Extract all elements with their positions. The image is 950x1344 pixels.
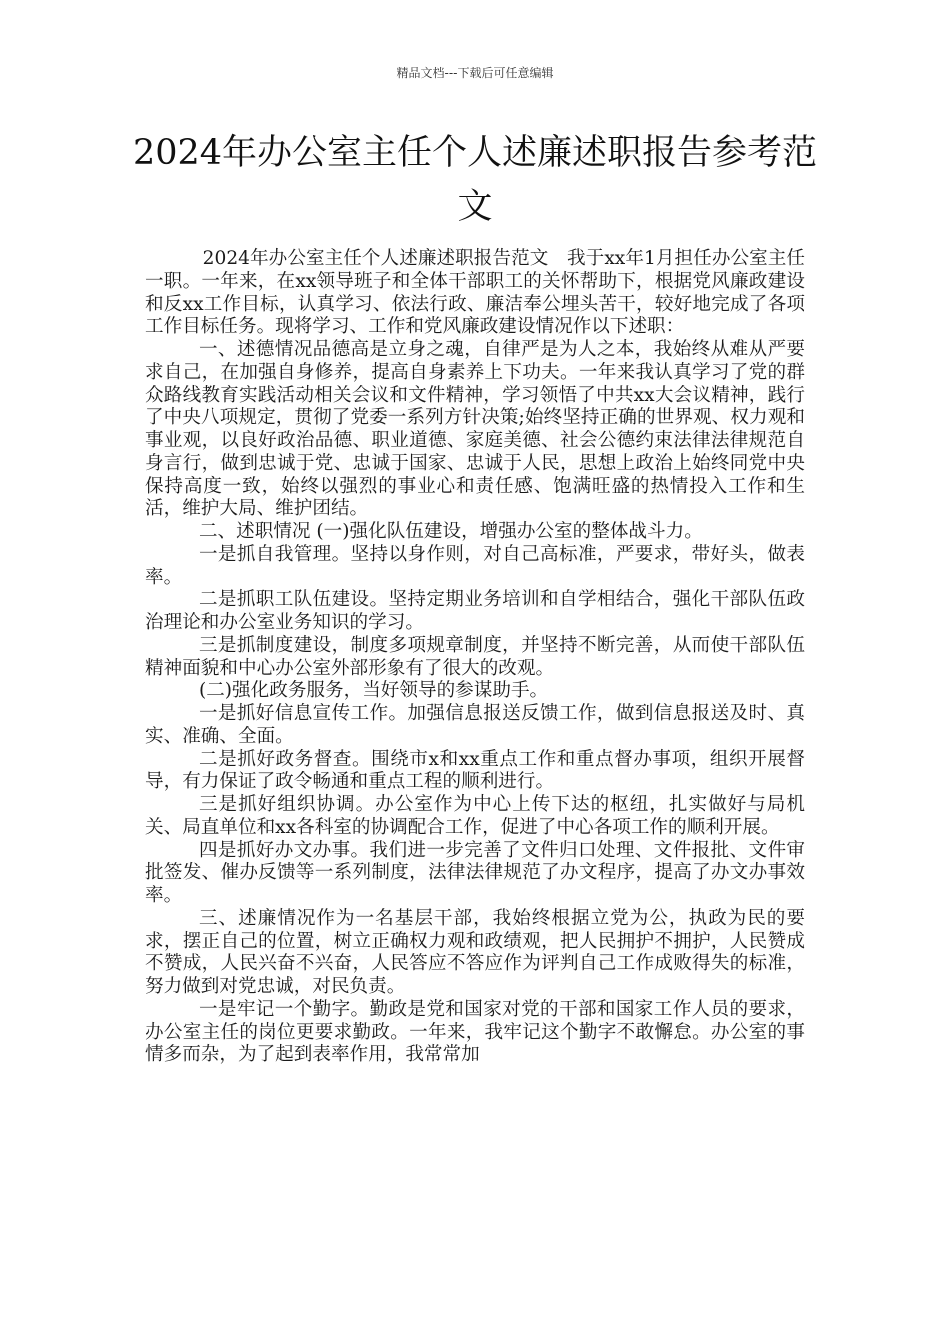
paragraph-service-heading: (二)强化政务服务，当好领导的参谋助手。	[198, 680, 549, 702]
paragraph-supervision: 二是抓好政务督查。围绕市x和xx重点工作和重点督办事项，组织开展督导，有力保证了政令畅通和重点工程的顺利进行。	[145, 748, 805, 793]
paragraph-diligence: 一是牢记一个勤字。勤政是党和国家对党的干部和国家工作人员的要求，办公室主任的岗位更要求勤政。一年来，我牢记这个勤字不敢懈怠。办公室的事情多而杂，为了起到表率作用，我常常加	[145, 998, 805, 1066]
paragraph-integrity: 三、述廉情况作为一名基层干部，我始终根据立党为公，执政为民的要求，摆正自己的位置，树立正确权力观和政绩观，把人民拥护不拥护，人民赞成不赞成，人民兴奋不兴奋，人民答应不答应作为评判自己工作成败得失的标准，努力做到对党忠诚，对民负责。	[145, 907, 805, 997]
paragraph-information: 一是抓好信息宣传工作。加强信息报送反馈工作，做到信息报送及时、真实、准确、全面。	[145, 703, 805, 747]
document-body	[145, 248, 805, 1067]
paragraph-document-handling: 四是抓好办文办事。我们进一步完善了文件归口处理、文件报批、文件审批签发、催办反馈等一系列制度，法律法律规范了办文程序，提高了办文办事效率。	[145, 839, 805, 906]
paragraph-self-management: 一是抓自我管理。坚持以身作则，对自己高标准，严要求，带好头，做表率。	[145, 543, 805, 588]
paragraph-staff-building: 二是抓职工队伍建设。坚持定期业务培训和自学相结合，强化干部队伍政治理论和办公室业务知识的学习。	[145, 589, 805, 633]
paragraph-duty-heading: 二、述职情况 (一)强化队伍建设，增强办公室的整体战斗力。	[198, 521, 703, 542]
paragraph-coordination: 三是抓好组织协调。办公室作为中心上传下达的枢纽，扎实做好与局机关、局直单位和xx各科室的协调配合工作，促进了中心各项工作的顺利开展。	[145, 794, 805, 838]
paragraph-moral-conduct: 一、述德情况品德高是立身之魂，自律严是为人之本，我始终从难从严要求自己，在加强自身修养，提高自身素养上下功夫。一年来我认真学习了党的群众路线教育实践活动相关会议和文件精神，学习领悟了中共xx大会议精神，践行了中央八项规定，贯彻了党委一系列方针决策;始终坚持正确的世界观、权力观和事业观，以良好政治品德、职业道德、家庭美德、社会公德约束法律法律规范自身言行，做到忠诚于党、忠诚于国家、忠诚于人民，思想上政治上始终同党中央保持高度一致，始终以强烈的事业心和责任感、饱满旺盛的热情投入工作和生活，维护大局、维护团结。	[145, 339, 805, 520]
page-header-note: 精品文档---下载后可任意编辑	[396, 66, 554, 80]
document-title: 2024年办公室主任个人述廉述职报告参考范文	[132, 133, 818, 227]
paragraph-system-building: 三是抓制度建设，制度多项规章制度，并坚持不断完善，从而使干部队伍精神面貌和中心办公室外部形象有了很大的改观。	[145, 634, 805, 679]
paragraph-intro: 2024年办公室主任个人述廉述职报告范文 我于xx年1月担任办公室主任一职。一年来，在xx领导班子和全体干部职工的关怀帮助下，根据党风廉政建设和反xx工作目标，认真学习、依法行政、廉洁奉公埋头苦干，较好地完成了各项工作目标任务。现将学习、工作和党风廉政建设情况作以下述职：	[145, 248, 805, 338]
